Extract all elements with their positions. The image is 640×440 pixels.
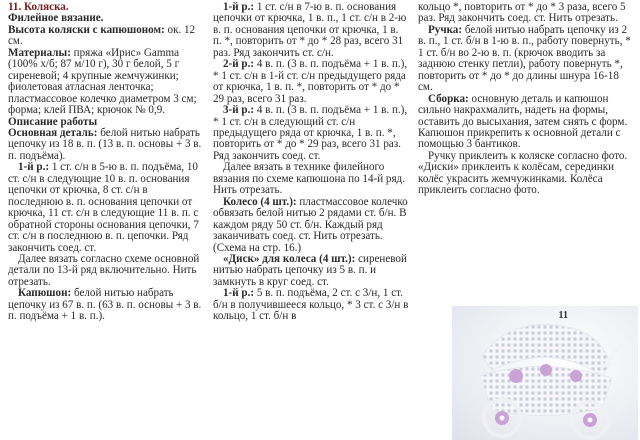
hood-row3-label: 3-й р.: bbox=[223, 104, 255, 117]
final-paragraph bbox=[418, 151, 632, 197]
column-middle bbox=[213, 2, 409, 323]
bow-3 bbox=[570, 370, 582, 382]
hood-row1-label: 1-й р.: bbox=[223, 1, 255, 13]
handle-shape bbox=[602, 332, 628, 368]
base-row1-label: 1-й р.: bbox=[18, 161, 50, 174]
base-paragraph bbox=[8, 128, 202, 162]
wheel-text: пластмассовое колечко обвязать белой нитью 2 рядами ст. б/н. В каждом ряду 50 ст. б/н. Каждый ряд заканчивать соед. ст. Нить отрезать. (Схема на стр. 16.) bbox=[213, 195, 408, 254]
wheel-paragraph bbox=[213, 197, 409, 254]
hood-label: Капюшон: bbox=[18, 287, 72, 300]
column-right bbox=[418, 2, 632, 197]
wheel-label: Колесо (4 шт.): bbox=[223, 195, 297, 208]
height-paragraph bbox=[8, 25, 202, 48]
assembly-paragraph bbox=[418, 94, 632, 151]
crochet-carriage-illustration bbox=[452, 306, 638, 440]
hood-row1-paragraph bbox=[213, 2, 409, 59]
hood-row1-text: 1 ст. с/н в 7-ю в. п. основания цепочки от крючка, 1 в. п., 1 ст. с/н в 2-ю в. п. основания цепочки от крючка, 1 в. п. *, повторить от * до * 28 раз, всего 31 раз. Ряд закончить ст. с/н. bbox=[213, 1, 407, 59]
disk-continue-paragraph bbox=[418, 2, 632, 25]
continue-paragraph bbox=[8, 254, 202, 288]
photo-number: 11 bbox=[558, 310, 568, 321]
height-value: ок. 12 см. bbox=[8, 23, 196, 48]
base-row1-paragraph bbox=[8, 162, 202, 254]
hood-row2-label: 2-й р.: bbox=[223, 58, 255, 71]
bow-1 bbox=[509, 369, 523, 383]
disk-label: «Диск» для колеса (4 шт.): bbox=[223, 252, 356, 265]
carriage-photo bbox=[452, 306, 638, 440]
materials-paragraph bbox=[8, 48, 202, 117]
pattern-title-text: 11. Коляска. bbox=[8, 1, 69, 13]
handle-label: Ручка: bbox=[428, 23, 463, 36]
base-text: белой нитью набрать цепочку из 18 в. п. (13 в. п. основы + 3 в. п. подъёма). bbox=[8, 126, 202, 162]
disk-text: сиреневой нитью набрать цепочку из 5 в. п. и замкнуть в круг соед. ст. bbox=[213, 252, 407, 288]
materials-text: пряжа «Ирис» Gamma (100% х/б; 87 м/10 г), 30 г белой, 5 г сиреневой; 4 крупные жемчужинки; фиолетовая атласная ленточка; пластмассовое колечко диаметром 3 см; форма; клей ПВА; крючок № 0,9. bbox=[8, 46, 197, 117]
disk-row1-paragraph bbox=[213, 288, 409, 322]
hood-continue-text: Далее вязать в технике филейного вязания по схеме капюшона по 14-й ряд. Нить отрезать. bbox=[213, 161, 405, 197]
materials-label: Материалы: bbox=[8, 46, 71, 59]
hood-text: белой нитью набрать цепочку из 67 в. п. (63 в. п. основы + 3 в. п. подъёма + 1 в. п.). bbox=[8, 287, 202, 323]
work-heading-text: Описание работы bbox=[8, 115, 98, 128]
column-left bbox=[8, 2, 202, 323]
handle-text: белой нитью набрать цепочку из 2 в. п., 1 ст. б/н в 1-ю в. п., работу повернуть, * 1 ст. б/н во 2-ю в. п. (крючок вводить за заднюю стенку петли), работу повернуть *, повторить от * до * до длины шнура 16-18 см. bbox=[418, 23, 631, 94]
pattern-subtitle-text: Филейное вязание. bbox=[8, 12, 104, 25]
hood-paragraph bbox=[8, 288, 202, 322]
hood-continue-paragraph bbox=[213, 162, 409, 196]
continue-text: Далее вязать согласно схеме основной детали по 13-й ряд включительно. Нить отрезать. bbox=[8, 252, 200, 288]
height-label: Высота коляски с капюшоном: bbox=[8, 23, 165, 36]
base-row1-text: 1 ст. с/н в 5-ю в. п. подъёма, 10 ст. с/н в следующие 10 в. п. основания цепочки от крючка, 8 ст. с/н в последнюю в. п. основания цепочки от крючка, 11 ст. с/н в следующие 11 в. п. с обратной стороны основания цепочки, 7 ст. с/н в последнюю в. п. цепочки. Ряд закончить соед. ст. bbox=[8, 161, 199, 254]
bow-2 bbox=[540, 364, 552, 376]
disk-paragraph bbox=[213, 254, 409, 288]
hood-row2-text: 4 в. п. (3 в. п. подъёма + 1 в. п.), * 1 ст. с/н в 1-й ст. с/н предыдущего ряда от крючка, 1 в. п. *, повторить от * до * 29 раз, всего 31 раз. bbox=[213, 58, 408, 105]
disk-continue-text: кольцо *, повторить от * до * 3 раза, всего 5 раз. Ряд закончить соед. ст. Нить отрезать. bbox=[418, 1, 626, 25]
handle-paragraph bbox=[418, 25, 632, 94]
hood-row2-paragraph bbox=[213, 59, 409, 105]
assembly-text: основную деталь и капюшон сильно накрахмалить, надеть на формы, оставить до высыхания, затем снять с форм. Капюшон прикрепить к основной детали с помощью 3 бантиков. bbox=[418, 92, 628, 151]
disk-row1-label: 1-й р.: bbox=[223, 287, 255, 300]
final-text: Ручку приклеить к коляске согласно фото. «Диски» приклеить к колёсам, серединки колёс украсить жемчужинками. Колёса приклеить согласно фото. bbox=[418, 149, 628, 197]
assembly-label: Сборка: bbox=[428, 92, 469, 105]
base-label: Основная деталь: bbox=[8, 126, 98, 139]
hood-row3-paragraph bbox=[213, 105, 409, 162]
disk-row1-text: 5 в. п. подъёма, 2 ст. с 3/н, 1 ст. б/н в получившееся кольцо, * 3 ст. с 3/н в кольцо, 1 ст. б/н в bbox=[213, 287, 409, 323]
hood-row3-text: 4 в. п. (3 в. п. подъёма + 1 в. п.), * 1 ст. с/н в следующий ст. с/н предыдущего ряда от крючка, 1 в. п. *, повторить от * до * 29 раз, всего 31 раз. Ряд закончить соед. ст. bbox=[213, 104, 408, 162]
